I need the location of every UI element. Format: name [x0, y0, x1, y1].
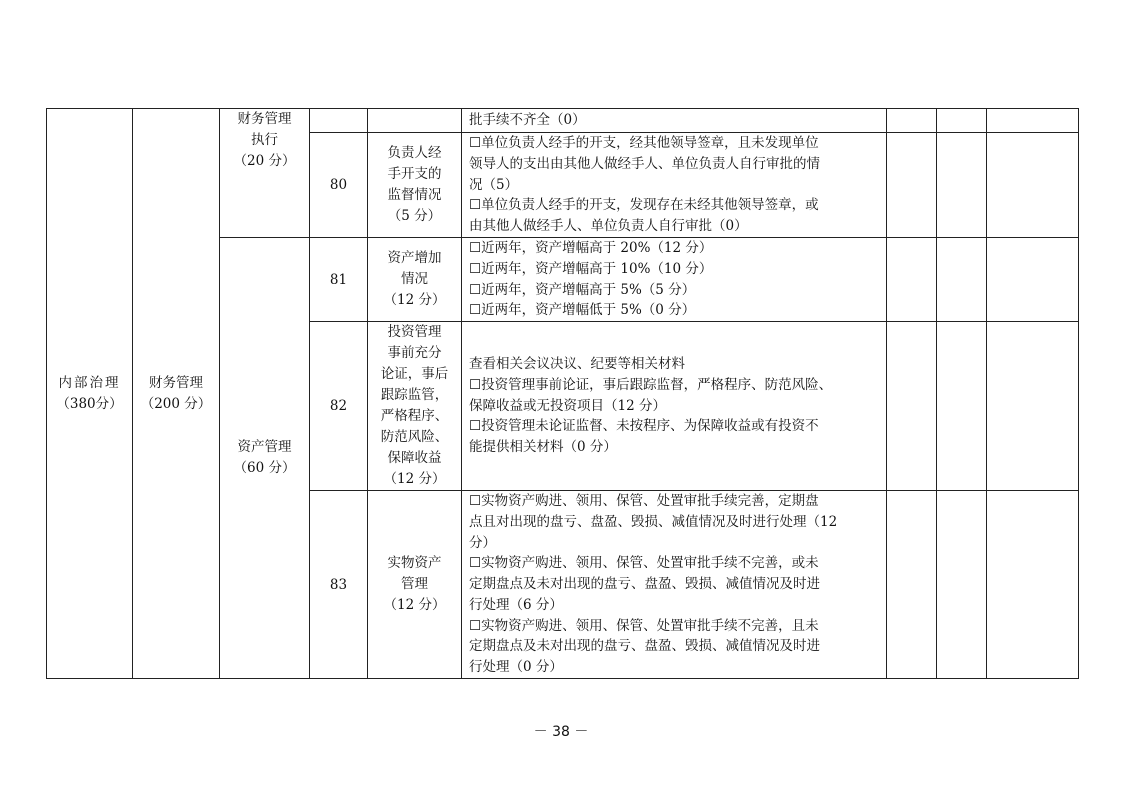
criteria-line: ☐实物资产购进、领用、保管、处置审批手续不完善，或未: [469, 555, 819, 572]
item-line: 资产增加: [387, 250, 442, 266]
criteria-line: ☐投资管理未论证监督、未按程序、为保障收益或有投资不: [469, 418, 819, 435]
criteria-line: 批手续不齐全（0）: [469, 112, 586, 129]
blank-cell: [937, 491, 987, 679]
criteria-line: 分）: [469, 534, 496, 551]
subcategory-name-cont: 执行: [251, 132, 278, 148]
item-line: 跟踪监管，: [380, 387, 449, 403]
item-line: 严格程序、: [380, 408, 449, 424]
criteria-cell: [462, 133, 887, 238]
item-line: 论证，事后: [380, 366, 449, 382]
subcategory-finance-exec-cell: [220, 109, 310, 238]
category-level1-score: （380分）: [56, 395, 123, 412]
blank-cell: [937, 133, 987, 238]
category-level2-score: （200 分）: [140, 395, 212, 412]
page-number: － 38 －: [533, 724, 589, 740]
criteria-line: ☐实物资产购进、领用、保管、处置审批手续完善，定期盘: [469, 493, 819, 510]
criteria-line: 查看相关会议决议、纪要等相关材料: [469, 356, 685, 373]
item-line: （5 分）: [387, 208, 442, 224]
criteria-line: 点且对出现的盘亏、盘盈、毁损、减值情况及时进行处理（12: [469, 514, 838, 531]
blank-cell: [887, 238, 937, 322]
number-cell: 80: [310, 133, 368, 238]
number-cell: 82: [310, 322, 368, 491]
criteria-cell: [462, 238, 887, 322]
item-line: 手开支的: [387, 166, 442, 182]
criteria-cell: [462, 109, 887, 133]
item-line: 负责人经: [387, 145, 442, 161]
criteria-cell: [462, 322, 887, 491]
category-level1-name: 内部治理: [58, 374, 121, 391]
item-cell: [368, 491, 462, 679]
number-cell: [310, 109, 368, 133]
criteria-cell: [462, 491, 887, 679]
blank-cell: [887, 322, 937, 491]
criteria-line: 由其他人做经手人、单位负责人自行审批（0）: [469, 218, 748, 235]
criteria-line: ☐近两年，资产增幅高于 20%（12 分）: [469, 240, 713, 257]
criteria-line: ☐单位负责人经手的开支，经其他领导签章，且未发现单位: [469, 135, 819, 152]
item-line: （12 分）: [383, 471, 446, 487]
number-cell: 81: [310, 238, 368, 322]
item-line: （12 分）: [383, 597, 446, 613]
criteria-line: ☐近两年，资产增幅低于 5%（0 分）: [469, 302, 696, 319]
criteria-line: 定期盘点及未对出现的盘亏、盘盈、毁损、减值情况及时进: [469, 638, 820, 655]
criteria-line: 能提供相关材料（0 分）: [469, 439, 617, 456]
number-cell: 83: [310, 491, 368, 679]
item-line: 情况: [401, 271, 428, 287]
subcategory-asset-cell: [220, 238, 310, 679]
evaluation-table: [46, 108, 1079, 679]
item-line: 实物资产: [387, 555, 442, 571]
blank-cell: [987, 322, 1079, 491]
blank-cell: [987, 491, 1079, 679]
criteria-line: 领导人的支出由其他人做经手人、单位负责人自行审批的情: [469, 155, 820, 172]
blank-cell: [887, 491, 937, 679]
subcategory-score: （60 分）: [233, 460, 296, 476]
criteria-line: ☐近两年，资产增幅高于 10%（10 分）: [469, 260, 713, 277]
subcategory-name: 资产管理: [237, 439, 292, 455]
item-line: 管理: [401, 576, 428, 592]
item-line: 投资管理: [387, 324, 442, 340]
criteria-line: 定期盘点及未对出现的盘亏、盘盈、毁损、减值情况及时进: [469, 576, 820, 593]
table-row: [47, 109, 1079, 133]
criteria-line: 保障收益或无投资项目（12 分）: [469, 397, 666, 414]
blank-cell: [987, 109, 1079, 133]
criteria-line: ☐近两年，资产增幅高于 5%（5 分）: [469, 281, 696, 298]
item-line: 监督情况: [387, 187, 442, 203]
blank-cell: [887, 133, 937, 238]
blank-cell: [937, 322, 987, 491]
item-line: 防范风险、: [380, 429, 449, 445]
subcategory-name: 财务管理: [237, 111, 292, 127]
item-cell: [368, 322, 462, 491]
item-line: 保障收益: [387, 450, 442, 466]
criteria-line: ☐投资管理事前论证，事后跟踪监督，严格程序、防范风险、: [469, 376, 833, 393]
blank-cell: [937, 109, 987, 133]
criteria-line: ☐实物资产购进、领用、保管、处置审批手续不完善，且未: [469, 617, 819, 634]
blank-cell: [987, 133, 1079, 238]
subcategory-score: （20 分）: [233, 153, 296, 169]
item-cell: [368, 238, 462, 322]
item-cell: [368, 133, 462, 238]
blank-cell: [887, 109, 937, 133]
item-line: 事前充分: [387, 345, 442, 361]
category-level2-cell: [133, 109, 220, 679]
category-level1-cell: [47, 109, 133, 679]
criteria-line: ☐单位负责人经手的开支，发现存在未经其他领导签章，或: [469, 197, 819, 214]
blank-cell: [937, 238, 987, 322]
blank-cell: [987, 238, 1079, 322]
criteria-line: 行处理（0 分）: [469, 658, 563, 675]
item-line: （12 分）: [383, 292, 446, 308]
item-cell: [368, 109, 462, 133]
criteria-line: 行处理（6 分）: [469, 596, 563, 613]
category-level2-name: 财务管理: [149, 374, 203, 391]
criteria-line: 况（5）: [469, 176, 519, 193]
